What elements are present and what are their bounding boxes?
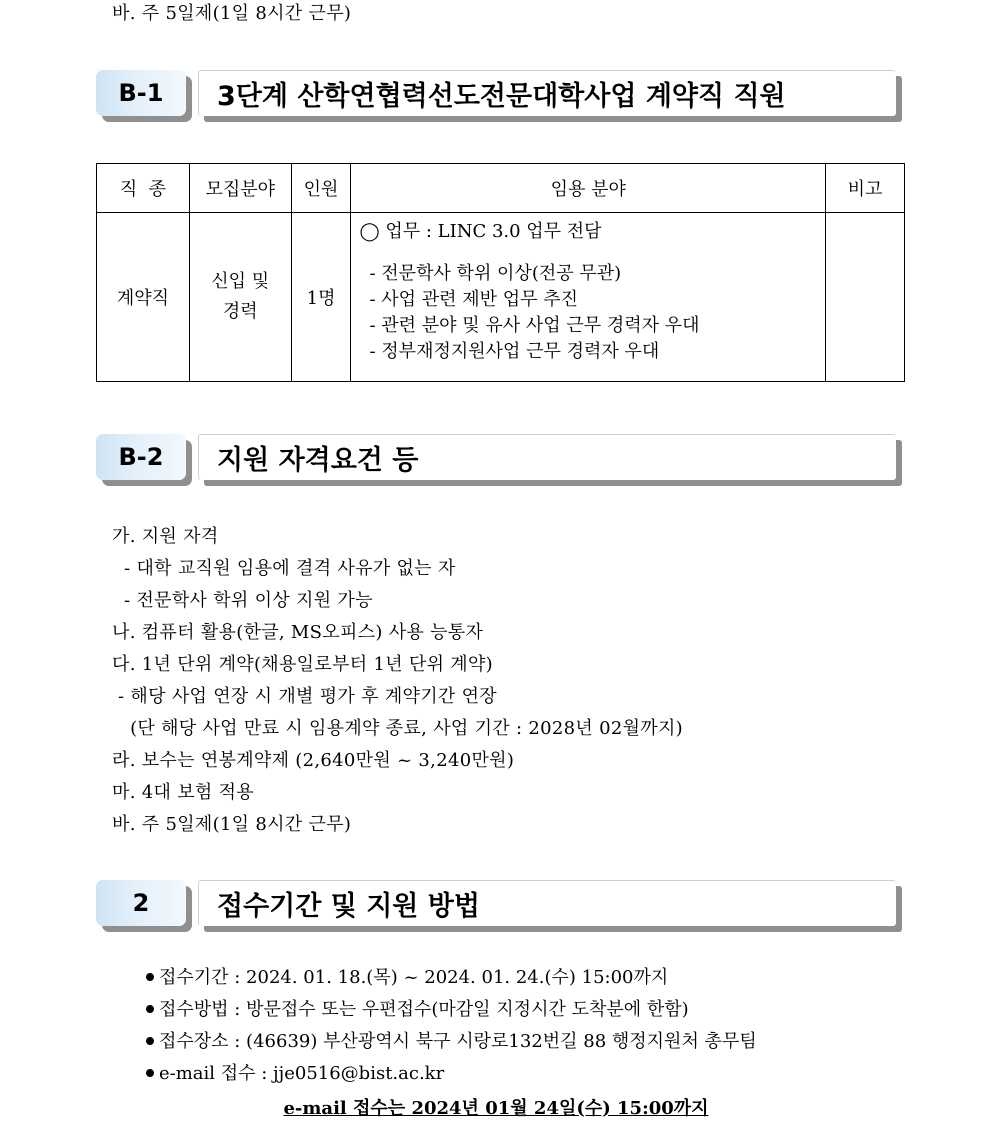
application-item: 접수장소 : (46639) 부산광역시 북구 시랑로132번길 88 행정지원처 총무팀 — [146, 1031, 757, 1053]
header-count: 인원 — [291, 164, 351, 213]
duty-item: - 관련 분야 및 유사 사업 근무 경력자 우대 — [369, 315, 700, 336]
qualification-line: 바. 주 5일제(1일 8시간 근무) — [112, 814, 352, 835]
duty-item: - 정부재정지원사업 근무 경력자 우대 — [369, 341, 660, 362]
section-title-2: 접수기간 및 지원 방법 — [198, 880, 896, 926]
section-title-b2: 지원 자격요건 등 — [198, 434, 896, 480]
application-item: e-mail 접수 : jje0516@bist.ac.kr — [146, 1063, 444, 1085]
cell-duty — [351, 213, 826, 382]
bullet-icon — [146, 1069, 154, 1077]
duty-item: - 사업 관련 제반 업무 추진 — [369, 289, 579, 310]
header-field: 모집분야 — [189, 164, 291, 213]
qualification-line: 나. 컴퓨터 활용(한글, MS오피스) 사용 능통자 — [112, 622, 484, 643]
application-item: 접수방법 : 방문접수 또는 우편접수(마감일 지정시간 도착분에 한함) — [146, 999, 689, 1021]
section-code-b2: B-2 — [96, 434, 186, 480]
email-deadline-note: e-mail 접수는 2024년 01월 24일(수) 15:00까지 — [283, 1098, 709, 1119]
qualification-line: 마. 4대 보험 적용 — [112, 782, 254, 803]
qualification-line: (단 해당 사업 만료 시 임용계약 종료, 사업 기간 : 2028년 02월까지) — [112, 718, 683, 739]
field-line2: 경력 — [222, 301, 258, 322]
bullet-icon — [146, 1005, 154, 1013]
duty-title: ◯ 업무 : LINC 3.0 업무 전담 — [359, 221, 602, 242]
duty-item: - 전문학사 학위 이상(전공 무관) — [369, 263, 622, 284]
bullet-icon — [146, 973, 154, 981]
section-code-b1: B-1 — [96, 70, 186, 116]
application-item: 접수기간 : 2024. 01. 18.(목) ~ 2024. 01. 24.(수) 15:00까지 — [146, 967, 668, 989]
section-code-2: 2 — [96, 880, 186, 926]
header-duty: 임용 분야 — [351, 164, 826, 213]
header-type: 직 종 — [97, 164, 190, 213]
field-line1: 신입 및 — [211, 271, 270, 292]
header-note: 비고 — [826, 164, 905, 213]
top-line: 바. 주 5일제(1일 8시간 근무) — [112, 3, 352, 24]
table-row — [97, 213, 905, 382]
qualification-line: 가. 지원 자격 — [112, 526, 219, 547]
bullet-icon — [146, 1037, 154, 1045]
qualification-line: 라. 보수는 연봉계약제 (2,640만원 ~ 3,240만원) — [112, 750, 515, 771]
qualification-line: 다. 1년 단위 계약(채용일로부터 1년 단위 계약) — [112, 654, 493, 675]
cell-count: 1명 — [291, 213, 351, 382]
qualification-line: - 전문학사 학위 이상 지원 가능 — [112, 590, 373, 611]
qualification-line: - 해당 사업 연장 시 개별 평가 후 계약기간 연장 — [112, 686, 497, 707]
cell-field — [189, 213, 291, 382]
qualification-line: - 대학 교직원 임용에 결격 사유가 없는 자 — [112, 558, 456, 579]
recruitment-table — [96, 163, 905, 382]
table-header-row — [97, 164, 905, 213]
section-title-b1: 3단계 산학연협력선도전문대학사업 계약직 직원 — [198, 70, 896, 116]
cell-note — [826, 213, 905, 382]
cell-type: 계약직 — [97, 213, 190, 382]
